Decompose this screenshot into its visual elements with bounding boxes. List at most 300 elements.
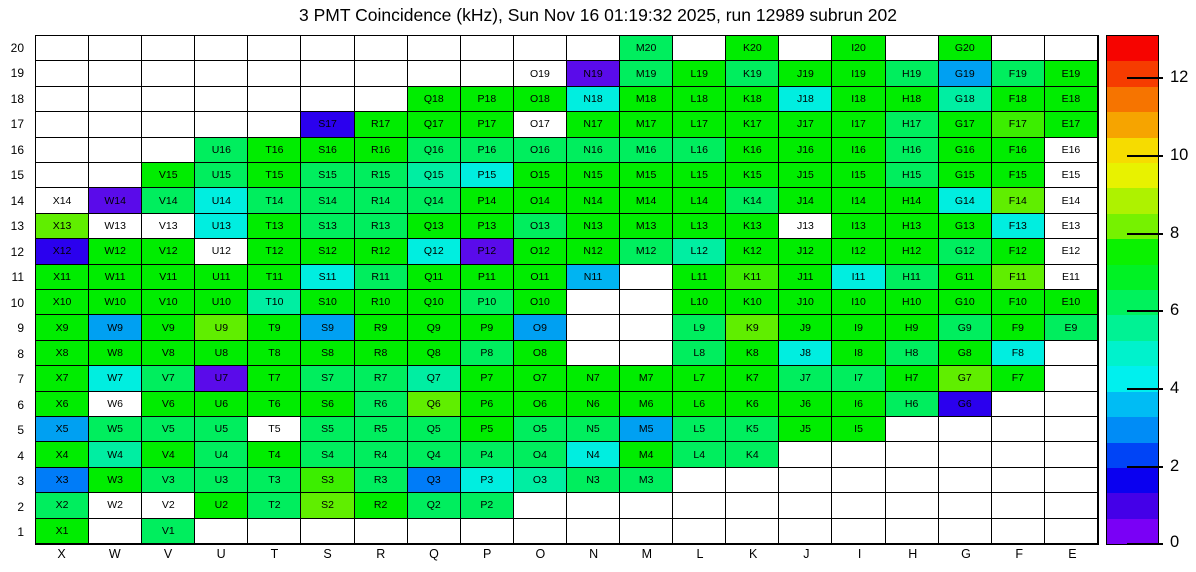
heatmap-cell [461,138,514,163]
heatmap-cell [89,87,142,112]
heatmap-cell [142,214,195,239]
heatmap-cell [301,519,354,544]
heatmap-cell [673,493,726,518]
colorbar-tick-label: 10 [1170,145,1189,164]
heatmap-cell-label: R9 [373,321,388,334]
heatmap-cell-label: N11 [583,270,603,283]
heatmap-cell [195,188,248,213]
row-label: 15 [10,168,24,183]
heatmap-cell [408,214,461,239]
heatmap-cell-label: O16 [530,143,550,156]
heatmap-cell [142,519,195,544]
heatmap-cell-label: J14 [796,194,814,207]
row-label: 8 [17,346,24,361]
heatmap-cell [1045,519,1098,544]
column-label: H [908,547,918,561]
heatmap-cell [248,265,301,290]
heatmap-cell-label: T7 [268,372,281,385]
heatmap-cell-label: F16 [1008,143,1027,156]
heatmap-cell [89,265,142,290]
heatmap-cell [461,239,514,264]
heatmap-cell-label: N4 [586,448,600,461]
heatmap-cell [1045,417,1098,442]
heatmap-cell [1045,493,1098,518]
heatmap-cell [142,36,195,61]
heatmap-cell-label: J18 [796,92,814,105]
heatmap-cell-label: G6 [957,397,972,410]
heatmap-cell [939,366,992,391]
heatmap-cell [726,290,779,315]
row-label: 18 [10,91,24,106]
heatmap-cell-label: G20 [954,42,975,55]
heatmap-cell [195,442,248,467]
heatmap-cell-label: K18 [743,92,762,105]
heatmap-cell [620,61,673,86]
heatmap-cell [673,290,726,315]
heatmap-cell [248,290,301,315]
heatmap-cell [832,417,885,442]
heatmap-cell [89,341,142,366]
heatmap-cell-label: L18 [690,92,708,105]
heatmap-cell-label: K20 [743,42,762,55]
colorbar [1106,35,1159,545]
heatmap-cell-label: J10 [796,296,814,309]
heatmap-cell [461,265,514,290]
heatmap-cell [301,163,354,188]
heatmap-cell [142,112,195,137]
colorbar-band [1107,265,1158,290]
heatmap-cell-label: H17 [902,118,922,131]
heatmap-cell-label: N12 [583,245,603,258]
heatmap-cell [886,112,939,137]
heatmap-cell-label: T3 [268,473,281,486]
heatmap-cell [832,341,885,366]
heatmap-cell [461,112,514,137]
heatmap-cell [36,87,89,112]
heatmap-cell [248,112,301,137]
heatmap-cell-label: J7 [799,372,811,385]
y-axis-row-labels [0,35,31,545]
heatmap-cell-label: K16 [743,143,762,156]
heatmap-cell [408,366,461,391]
heatmap-cell [301,468,354,493]
column-label: L [696,547,704,561]
heatmap-cell [567,265,620,290]
heatmap-cell [620,315,673,340]
heatmap-cell-label: Q8 [426,346,441,359]
heatmap-cell [142,87,195,112]
heatmap-cell [886,468,939,493]
heatmap-cell [567,366,620,391]
heatmap-cell-label: E10 [1061,296,1081,309]
heatmap-cell-label: P3 [480,473,494,486]
heatmap-cell [408,163,461,188]
heatmap-cell [142,163,195,188]
heatmap-cell-label: M14 [635,194,657,207]
heatmap-cell-label: S10 [318,296,337,309]
heatmap-cell [620,468,673,493]
heatmap-cell-label: P8 [480,346,494,359]
heatmap-cell [673,36,726,61]
heatmap-cell-label: I14 [851,194,866,207]
heatmap-cell-label: W7 [107,372,124,385]
column-label: T [270,547,279,561]
heatmap-cell [248,417,301,442]
heatmap-cell-label: I5 [854,423,863,436]
heatmap-cell [886,493,939,518]
heatmap-cell-label: K8 [745,346,759,359]
heatmap-cell [461,315,514,340]
heatmap-cell-label: N17 [583,118,603,131]
heatmap-cell-label: U2 [214,499,229,512]
heatmap-cell-label: X2 [55,499,69,512]
heatmap-cell [620,417,673,442]
heatmap-cell-label: H9 [904,321,919,334]
heatmap-cell-label: T2 [268,499,281,512]
row-label: 17 [10,117,24,132]
row-label: 5 [17,423,24,438]
heatmap-cell [355,442,408,467]
heatmap-cell-label: W2 [107,499,124,512]
heatmap-cell [355,214,408,239]
heatmap-cell-label: K14 [743,194,762,207]
heatmap-cell [832,519,885,544]
heatmap-cell [514,366,567,391]
heatmap-cell-label: K9 [745,321,759,334]
heatmap-cell-label: H10 [902,296,922,309]
heatmap-cell [886,265,939,290]
heatmap-cell [567,468,620,493]
heatmap-cell [832,239,885,264]
heatmap-cell [355,417,408,442]
heatmap-cell-label: U14 [211,194,231,207]
heatmap-cell [939,61,992,86]
heatmap-cell-label: M18 [635,92,657,105]
heatmap-cell-label: K13 [743,219,762,232]
heatmap-cell [726,315,779,340]
column-label: I [857,547,862,561]
heatmap-cell-label: R17 [371,118,391,131]
heatmap-cell-label: N18 [583,92,603,105]
heatmap-cell [567,519,620,544]
heatmap-cell [36,265,89,290]
heatmap-cell [89,36,142,61]
column-label: M [641,547,652,561]
heatmap-cell [195,519,248,544]
heatmap-cell [514,290,567,315]
heatmap-cell-label: P6 [480,397,494,410]
heatmap-cell [514,519,567,544]
heatmap-cell [355,290,408,315]
heatmap-cell-label: R12 [371,245,391,258]
heatmap-cell [301,290,354,315]
column-label: S [323,547,332,561]
heatmap-cell-label: O6 [532,397,547,410]
heatmap-cell [992,214,1045,239]
heatmap-cell-label: S15 [318,169,337,182]
heatmap-cell [992,61,1045,86]
heatmap-cell [301,341,354,366]
heatmap-cell [832,392,885,417]
heatmap-cell [620,138,673,163]
heatmap-cell-label: I19 [851,67,866,80]
heatmap-cell-label: S13 [318,219,337,232]
heatmap-cell [514,138,567,163]
heatmap-cell-label: V13 [158,219,178,232]
heatmap-cell [514,392,567,417]
heatmap-cell-label: R14 [371,194,391,207]
heatmap-cell-label: O14 [530,194,550,207]
heatmap-cell-label: Q5 [426,423,441,436]
heatmap-cell-label: R2 [373,499,388,512]
heatmap-cell-label: R10 [371,296,391,309]
colorbar-band [1107,443,1158,468]
heatmap-cell-label: I17 [851,118,866,131]
heatmap-cell-label: P13 [477,219,497,232]
heatmap-cell-label: X11 [53,270,71,283]
heatmap-cell [939,239,992,264]
heatmap-cell [673,112,726,137]
heatmap-cell [89,188,142,213]
heatmap-cell-label: M12 [635,245,657,258]
heatmap-cell-label: I11 [851,270,866,283]
heatmap-cell [89,519,142,544]
heatmap-cell [939,87,992,112]
heatmap-cell [620,239,673,264]
heatmap-cell [36,163,89,188]
heatmap-cell [567,188,620,213]
colorbar-band [1107,214,1158,239]
heatmap-cell-label: X6 [55,397,69,410]
heatmap-cell-label: G10 [954,296,975,309]
heatmap-cell-label: U12 [211,245,231,258]
heatmap-cell-label: Q3 [426,473,441,486]
heatmap-cell [832,188,885,213]
heatmap-cell-label: Q4 [426,448,441,461]
heatmap-cell-label: E17 [1061,118,1081,131]
heatmap-cell-label: Q13 [423,219,444,232]
heatmap-cell-label: Q17 [423,118,444,131]
heatmap-cell [461,417,514,442]
heatmap-cell [726,188,779,213]
heatmap-cell [461,214,514,239]
heatmap-cell [408,290,461,315]
row-label: 10 [10,295,24,310]
heatmap-cell [248,341,301,366]
colorbar-tick-label: 6 [1170,301,1180,320]
heatmap-cell [1045,265,1098,290]
heatmap-cell [779,188,832,213]
heatmap-cell [726,468,779,493]
heatmap-cell-label: T6 [268,397,281,410]
heatmap-cell [89,493,142,518]
heatmap-cell [89,163,142,188]
heatmap-cell [620,366,673,391]
heatmap-cell-label: O15 [530,169,550,182]
heatmap-cell [355,163,408,188]
heatmap-cell-label: U15 [211,169,231,182]
heatmap-cell [142,315,195,340]
heatmap-cell [620,290,673,315]
heatmap-cell [992,163,1045,188]
heatmap-cell-label: G12 [954,245,975,258]
heatmap-cell [673,442,726,467]
heatmap-cell-label: P2 [480,499,494,512]
heatmap-cell [89,239,142,264]
heatmap-cell [514,493,567,518]
heatmap-cell-label: M6 [638,397,654,410]
column-label: J [803,547,810,561]
heatmap-cell [1045,392,1098,417]
heatmap-cell [726,265,779,290]
heatmap-cell-label: G17 [954,118,975,131]
heatmap-cell [992,493,1045,518]
heatmap-cell [248,138,301,163]
heatmap-cell [461,392,514,417]
heatmap-cell-label: J17 [796,118,814,131]
heatmap-cell [248,188,301,213]
heatmap-cell-label: J9 [799,321,811,334]
heatmap-cell-label: F10 [1008,296,1027,309]
heatmap-cell [195,366,248,391]
heatmap-cell [461,87,514,112]
heatmap-cell-label: R11 [371,270,390,283]
heatmap-cell-label: S6 [321,397,334,410]
heatmap-cell [142,61,195,86]
heatmap-cell [992,341,1045,366]
heatmap-cell [779,315,832,340]
heatmap-cell [992,112,1045,137]
heatmap-cell [726,138,779,163]
heatmap-cell [620,265,673,290]
heatmap-cell [195,392,248,417]
column-label: W [108,547,121,561]
heatmap-cell-label: O18 [530,92,550,105]
heatmap-cell [726,392,779,417]
heatmap-cell [89,417,142,442]
heatmap-cell [142,265,195,290]
heatmap-cell [408,442,461,467]
heatmap-cell [726,214,779,239]
heatmap-cell-label: R8 [373,346,388,359]
heatmap-cell-label: P18 [477,92,497,105]
heatmap-cell-label: K6 [745,397,759,410]
heatmap-cell-label: X7 [55,372,69,385]
heatmap-cell [567,36,620,61]
heatmap-cell [726,163,779,188]
heatmap-cell-label: V4 [161,448,175,461]
colorbar-band [1107,87,1158,112]
heatmap-cell-label: R5 [373,423,388,436]
heatmap-cell [779,417,832,442]
heatmap-cell-label: S7 [321,372,334,385]
heatmap-cell [461,36,514,61]
heatmap-cell-label: Q7 [426,372,441,385]
heatmap-cell [195,265,248,290]
heatmap-cell [832,366,885,391]
heatmap-cell [142,366,195,391]
column-label: E [1068,547,1077,561]
heatmap-cell-label: G7 [957,372,972,385]
heatmap-cell [301,442,354,467]
heatmap-cell-label: I6 [854,397,863,410]
heatmap-cell [992,442,1045,467]
colorbar-band [1107,366,1158,391]
heatmap-cell-label: T15 [265,169,284,182]
heatmap-cell-label: P11 [477,270,496,283]
heatmap-cell [886,442,939,467]
heatmap-cell [195,341,248,366]
heatmap-cell-label: X8 [55,346,69,359]
heatmap-cell [248,87,301,112]
heatmap-cell [36,290,89,315]
heatmap-cell [992,468,1045,493]
heatmap-cell [248,442,301,467]
heatmap-cell [195,214,248,239]
heatmap-cell-label: O11 [530,270,550,283]
heatmap-cell [142,239,195,264]
heatmap-cell-label: T11 [265,270,284,283]
heatmap-cell [939,392,992,417]
heatmap-cell-label: M16 [635,143,657,156]
heatmap-cell [248,36,301,61]
heatmap-cell [408,36,461,61]
heatmap-cell-label: H16 [902,143,922,156]
heatmap-cell [939,214,992,239]
heatmap-cell [886,61,939,86]
colorbar-band [1107,61,1158,86]
colorbar-band [1107,239,1158,264]
heatmap-cell [726,366,779,391]
heatmap-cell [673,214,726,239]
heatmap-cell-label: Q10 [423,296,444,309]
heatmap-cell [673,341,726,366]
heatmap-cell-label: S9 [321,321,334,334]
heatmap-cell-label: I18 [851,92,866,105]
colorbar-band [1107,417,1158,442]
heatmap-cell-label: V14 [158,194,178,207]
heatmap-cell [301,87,354,112]
heatmap-cell [886,290,939,315]
heatmap-cell [886,163,939,188]
heatmap-cell-label: V1 [161,524,175,537]
heatmap-cell-label: L14 [690,194,708,207]
row-label: 1 [17,525,24,540]
heatmap-cell [886,87,939,112]
heatmap-cell [36,214,89,239]
heatmap-cell [779,138,832,163]
heatmap-cell-label: Q11 [424,270,444,283]
heatmap-cell [514,265,567,290]
heatmap-cell [89,112,142,137]
heatmap-cell [195,417,248,442]
heatmap-cell-label: L19 [690,67,708,80]
heatmap-cell [620,112,673,137]
heatmap-cell [461,163,514,188]
heatmap-cell-label: O13 [530,219,550,232]
heatmap-cell [939,138,992,163]
heatmap-cell [514,36,567,61]
heatmap-cell [301,61,354,86]
heatmap-cell-label: G16 [954,143,975,156]
heatmap-cell-label: M15 [635,169,657,182]
heatmap-cell [36,61,89,86]
heatmap-cell-label: T12 [265,245,284,258]
colorbar-band [1107,188,1158,213]
heatmap-cell [355,468,408,493]
heatmap-cell [1045,112,1098,137]
heatmap-cell [408,87,461,112]
